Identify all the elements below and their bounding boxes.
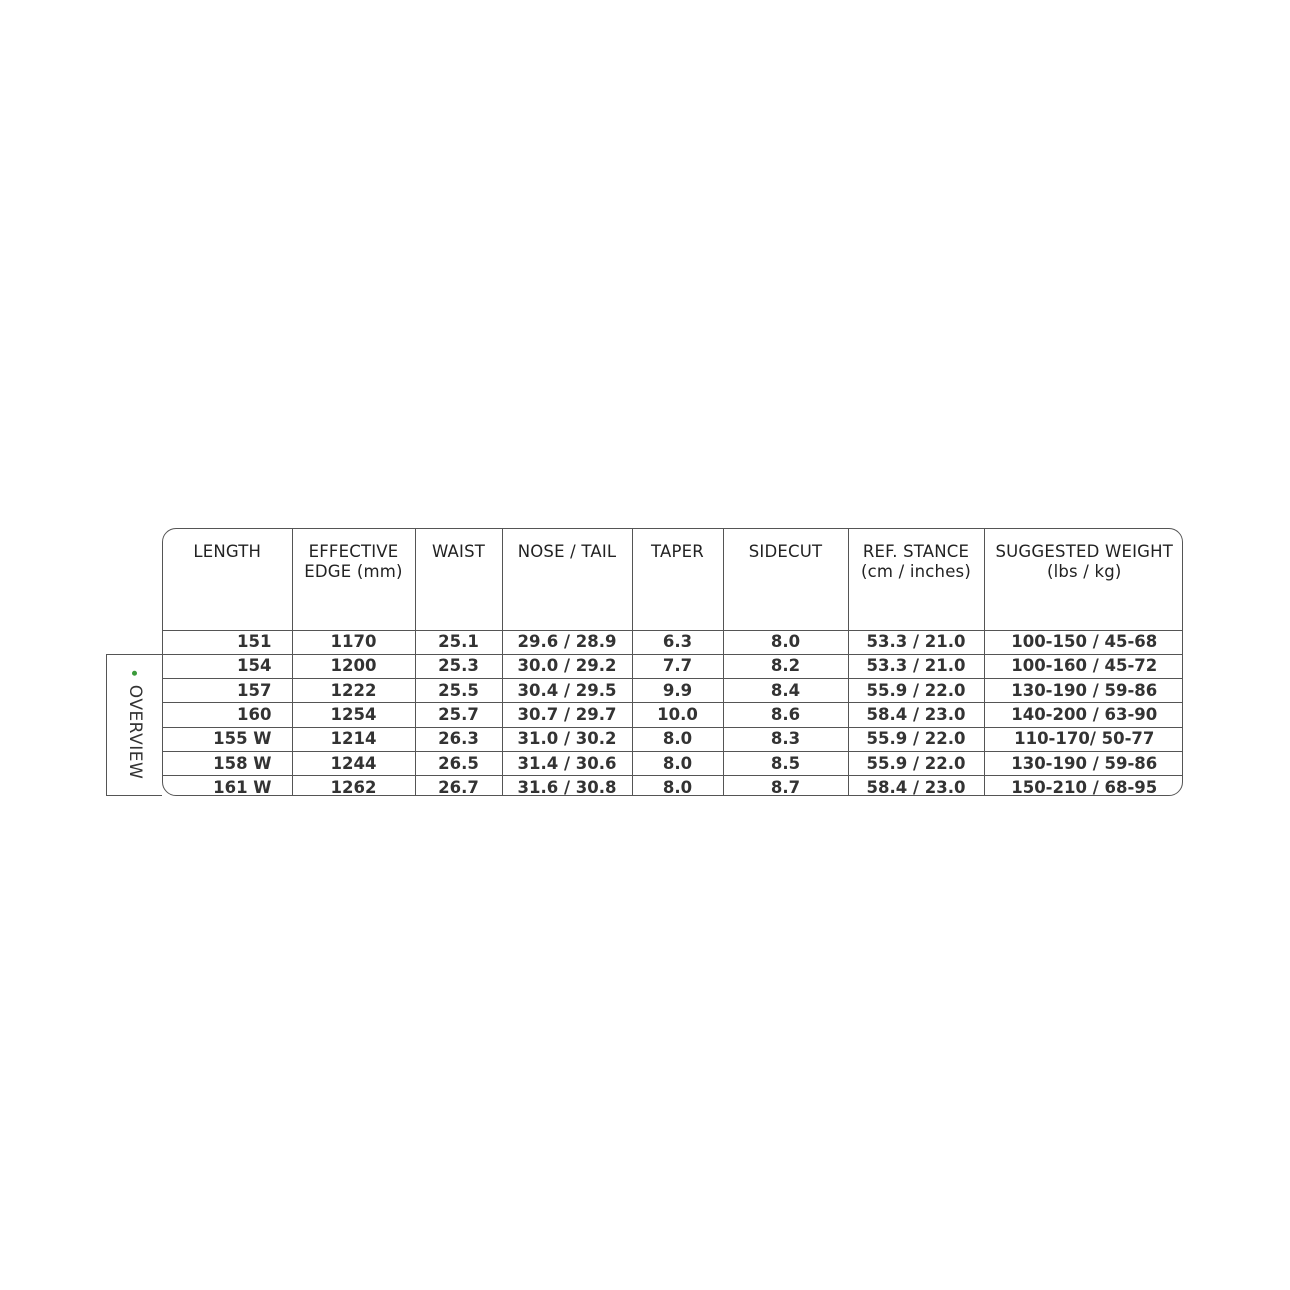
cell-suggested-weight: 100-150 / 45-68 <box>984 630 1183 654</box>
cell-sidecut: 8.5 <box>723 751 848 775</box>
header-length <box>163 529 292 630</box>
cell-length: 155 W <box>163 727 292 751</box>
cell-taper: 6.3 <box>632 630 723 654</box>
cell-nose-tail: 31.4 / 30.6 <box>502 751 632 775</box>
cell-ref-stance: 58.4 / 23.0 <box>848 776 984 796</box>
cell-length: 161 W <box>163 776 292 796</box>
spec-table <box>163 529 1183 796</box>
cell-nose-tail: 30.4 / 29.5 <box>502 679 632 703</box>
cell-waist: 25.7 <box>415 703 502 727</box>
cell-ref-stance: 55.9 / 22.0 <box>848 751 984 775</box>
header-ref-stance-line: (cm / inches) <box>861 562 971 581</box>
table-body <box>163 630 1183 796</box>
cell-suggested-weight: 140-200 / 63-90 <box>984 703 1183 727</box>
header-sidecut-line: SIDECUT <box>748 542 823 561</box>
header-suggested-weight <box>984 529 1183 630</box>
cell-sidecut: 8.0 <box>723 630 848 654</box>
cell-waist: 25.3 <box>415 654 502 678</box>
cell-effective-edge: 1214 <box>292 727 415 751</box>
header-effective-edge-line: EFFECTIVE <box>308 542 399 561</box>
cell-length: 160 <box>163 703 292 727</box>
cell-length: 154 <box>163 654 292 678</box>
cell-sidecut: 8.2 <box>723 654 848 678</box>
cell-effective-edge: 1222 <box>292 679 415 703</box>
cell-effective-edge: 1200 <box>292 654 415 678</box>
header-waist-line: WAIST <box>431 542 486 561</box>
table-row <box>163 751 1183 775</box>
header-nose-tail <box>502 529 632 630</box>
cell-suggested-weight: 110-170/ 50-77 <box>984 727 1183 751</box>
cell-effective-edge: 1244 <box>292 751 415 775</box>
cell-waist: 25.1 <box>415 630 502 654</box>
cell-waist: 26.5 <box>415 751 502 775</box>
header-effective-edge-line: EDGE (mm) <box>304 562 403 581</box>
cell-waist: 25.5 <box>415 679 502 703</box>
cell-effective-edge: 1254 <box>292 703 415 727</box>
cell-suggested-weight: 150-210 / 68-95 <box>984 776 1183 796</box>
header-suggested-weight-line: (lbs / kg) <box>1046 562 1122 581</box>
spec-table-frame <box>162 528 1183 796</box>
cell-sidecut: 8.6 <box>723 703 848 727</box>
cell-effective-edge: 1170 <box>292 630 415 654</box>
cell-ref-stance: 53.3 / 21.0 <box>848 654 984 678</box>
cell-waist: 26.3 <box>415 727 502 751</box>
cell-sidecut: 8.4 <box>723 679 848 703</box>
overview-tab[interactable] <box>106 654 162 796</box>
cell-taper: 8.0 <box>632 751 723 775</box>
cell-suggested-weight: 130-190 / 59-86 <box>984 679 1183 703</box>
header-taper-line: TAPER <box>651 542 704 561</box>
header-length-line: LENGTH <box>193 542 262 561</box>
cell-sidecut: 8.3 <box>723 727 848 751</box>
cell-taper: 10.0 <box>632 703 723 727</box>
table-row <box>163 727 1183 751</box>
table-row <box>163 630 1183 654</box>
header-row <box>163 529 1183 630</box>
cell-ref-stance: 58.4 / 23.0 <box>848 703 984 727</box>
cell-length: 157 <box>163 679 292 703</box>
cell-ref-stance: 53.3 / 21.0 <box>848 630 984 654</box>
table-row <box>163 776 1183 796</box>
header-taper <box>632 529 723 630</box>
header-ref-stance-line: REF. STANCE <box>862 542 970 561</box>
cell-nose-tail: 29.6 / 28.9 <box>502 630 632 654</box>
cell-nose-tail: 30.0 / 29.2 <box>502 654 632 678</box>
header-waist <box>415 529 502 630</box>
cell-nose-tail: 30.7 / 29.7 <box>502 703 632 727</box>
overview-tab-content <box>125 671 145 780</box>
overview-label: OVERVIEW <box>124 684 145 780</box>
cell-taper: 9.9 <box>632 679 723 703</box>
cell-suggested-weight: 100-160 / 45-72 <box>984 654 1183 678</box>
cell-length: 151 <box>163 630 292 654</box>
overview-dot-icon <box>132 671 137 676</box>
cell-taper: 8.0 <box>632 776 723 796</box>
header-nose-tail-line: NOSE / TAIL <box>517 542 617 561</box>
cell-nose-tail: 31.6 / 30.8 <box>502 776 632 796</box>
cell-nose-tail: 31.0 / 30.2 <box>502 727 632 751</box>
cell-length: 158 W <box>163 751 292 775</box>
cell-taper: 8.0 <box>632 727 723 751</box>
cell-waist: 26.7 <box>415 776 502 796</box>
table-row <box>163 703 1183 727</box>
table-row <box>163 654 1183 678</box>
header-sidecut <box>723 529 848 630</box>
cell-taper: 7.7 <box>632 654 723 678</box>
cell-sidecut: 8.7 <box>723 776 848 796</box>
cell-suggested-weight: 130-190 / 59-86 <box>984 751 1183 775</box>
header-effective-edge <box>292 529 415 630</box>
cell-ref-stance: 55.9 / 22.0 <box>848 679 984 703</box>
table-row <box>163 679 1183 703</box>
header-ref-stance <box>848 529 984 630</box>
cell-effective-edge: 1262 <box>292 776 415 796</box>
cell-ref-stance: 55.9 / 22.0 <box>848 727 984 751</box>
header-suggested-weight-line: SUGGESTED WEIGHT <box>995 542 1174 561</box>
